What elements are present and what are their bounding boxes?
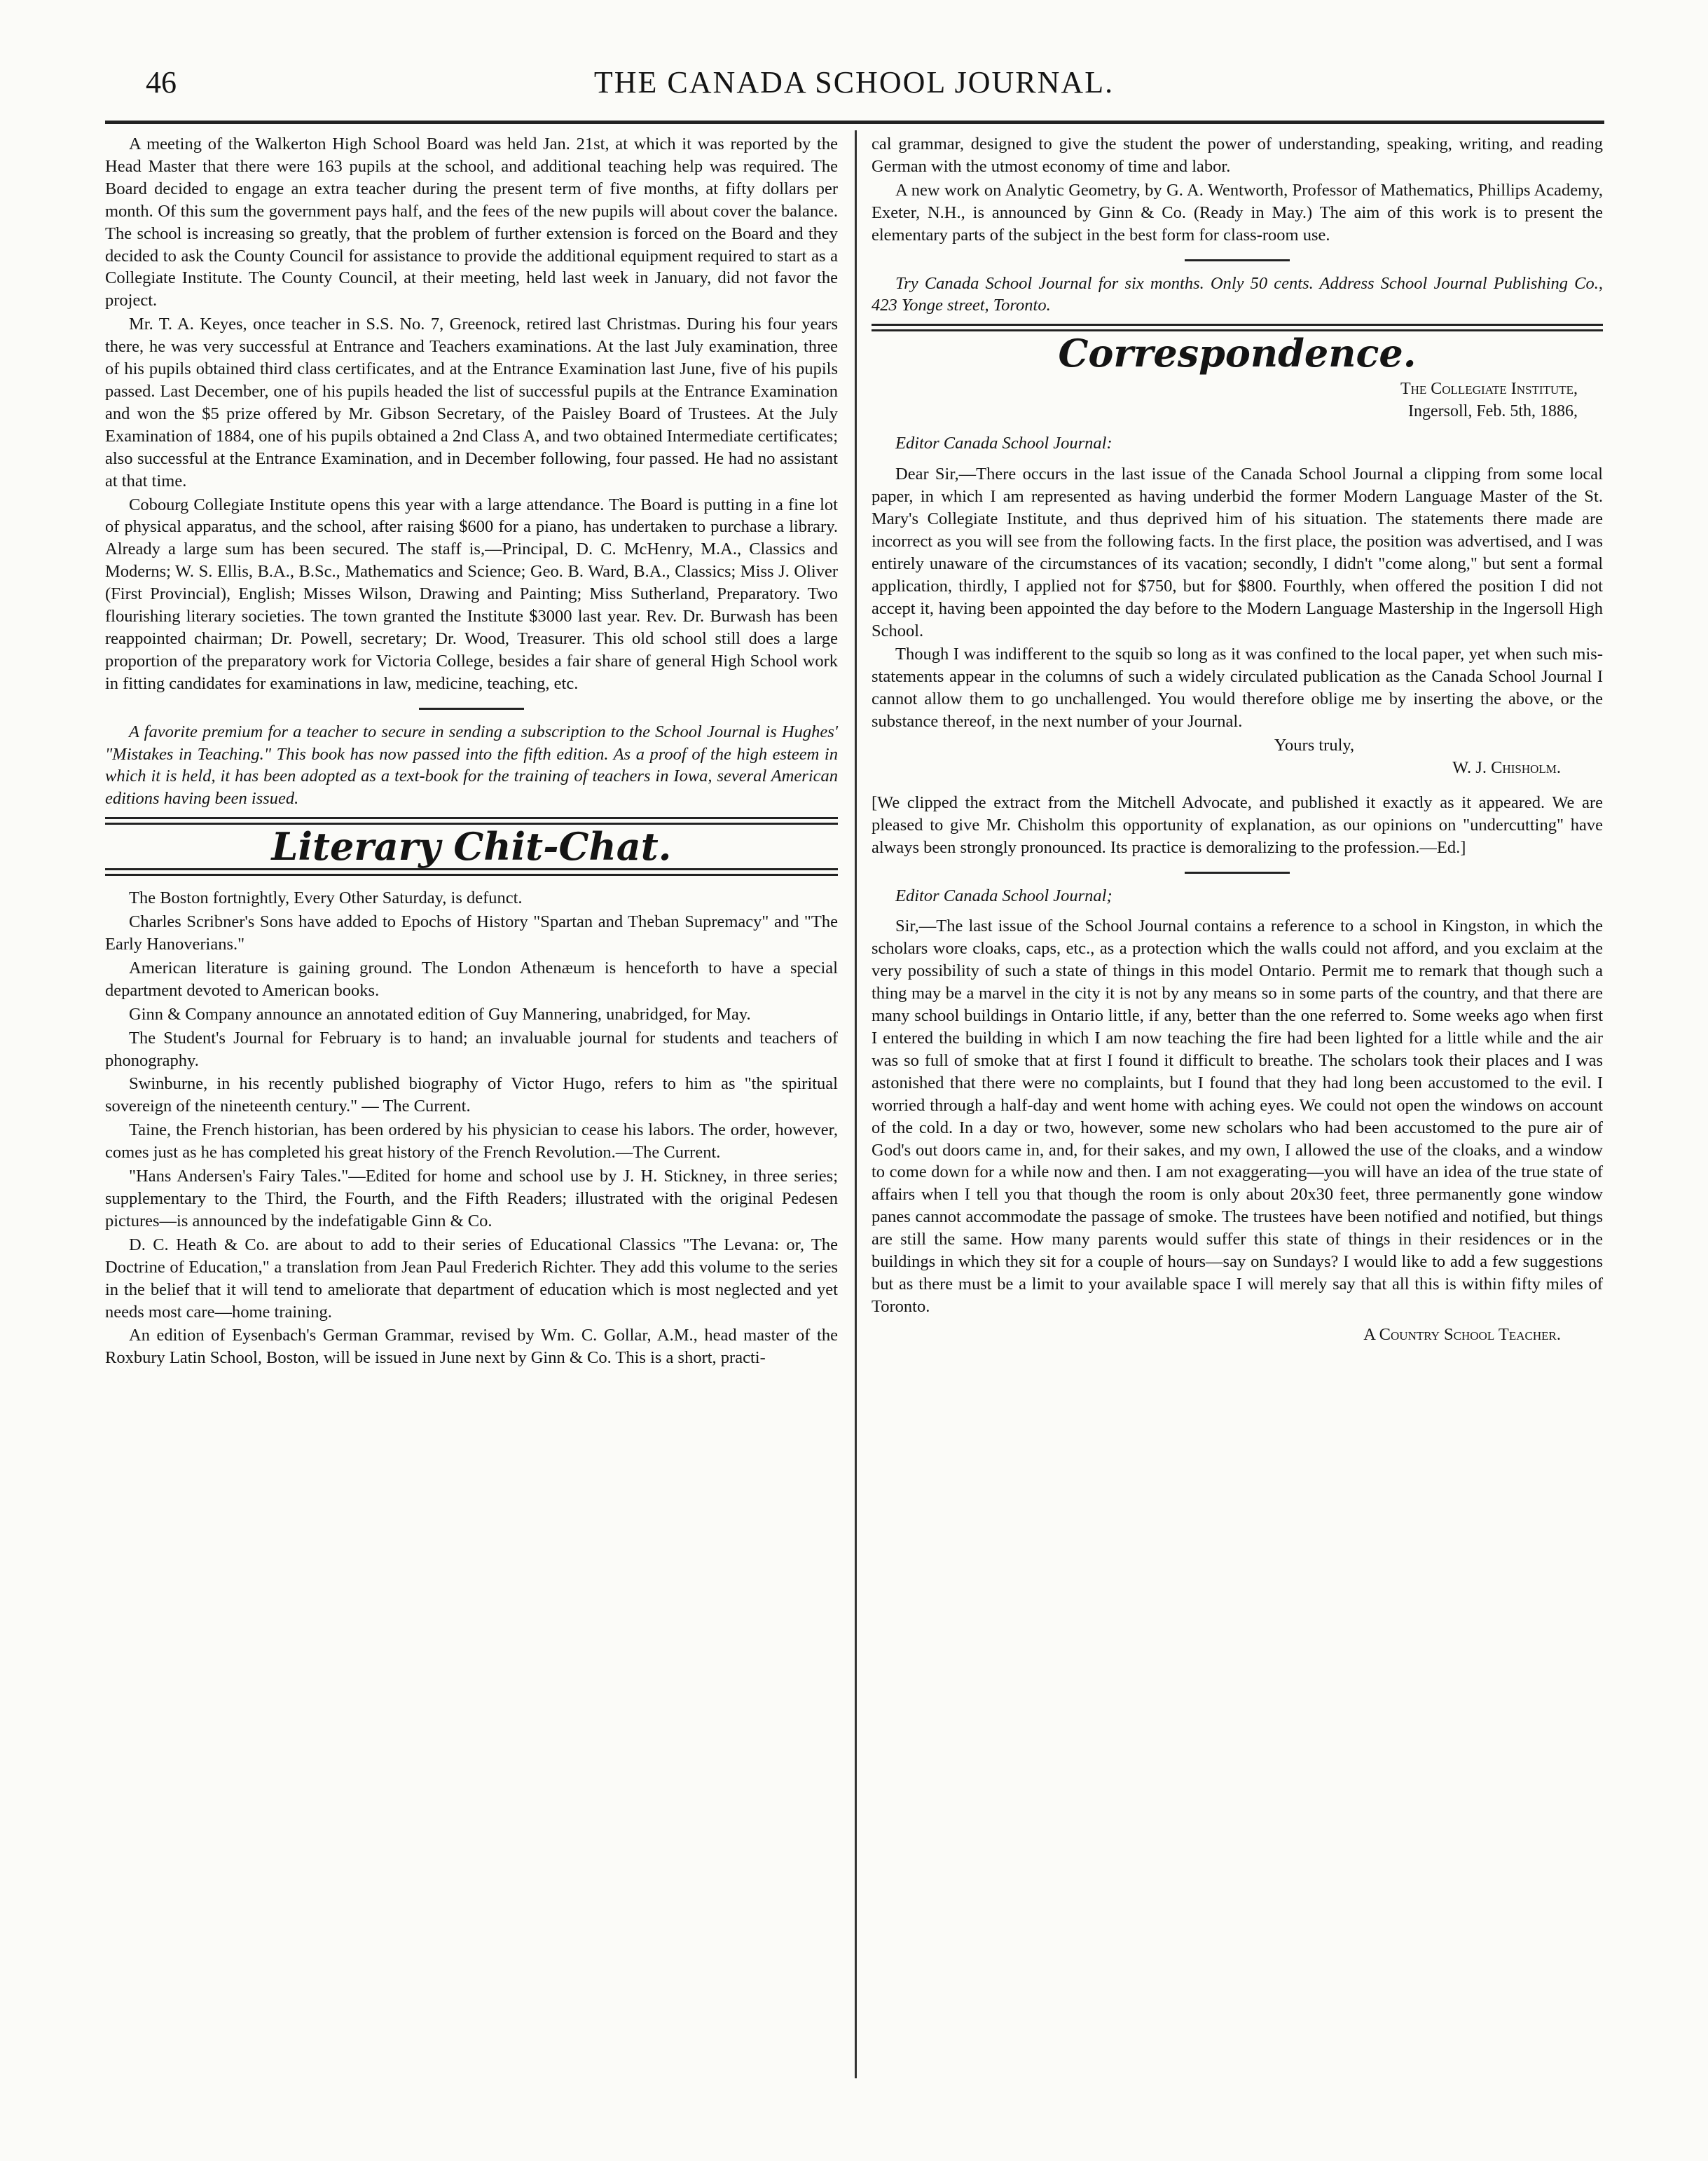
chitchat-item: "Hans Andersen's Fairy Tales."—Edited for home and school use by J. H. Stickney, in three series; supplementary to the Third, the Fourth, and the Fifth Readers; illustrated with the original Pedesen pictures—is announced by the indefatigable Ginn & Co. — [105, 1167, 838, 1230]
wentworth-paragraph: A new work on Analytic Geometry, by G. A. Wentworth, Professor of Mathematics, Phillips Academy, Exeter, N.H., is announced by Ginn & Co. (Ready in May.) The aim of this work is to present the elementary parts of the subject in the best form for class-room use. — [872, 180, 1603, 245]
continuation-paragraph: cal grammar, designed to give the student the power of understanding, speaking, writing, and reading German with the utmost economy of time and labor. — [872, 135, 1603, 176]
chitchat-item: Swinburne, in his recently published biography of Victor Hugo, refers to him as "the spiritual sovereign of the nineteenth century." — The Current. — [105, 1074, 838, 1116]
address-line: Ingersoll, Feb. 5th, 1886, — [1408, 402, 1578, 421]
letter-address — [872, 378, 1603, 423]
divider — [1185, 872, 1290, 874]
page-number: 46 — [146, 65, 177, 100]
editor-reply: [We clipped the extract from the Mitchell Advocate, and published it exactly as it appeared. We are pleased to give Mr. Chisholm this opportunity of explanation, as our opinions on "undercutting" have always been strongly pronounced. Its practice is demoralizing to the profession.—Ed.] — [872, 793, 1603, 857]
chitchat-item: An edition of Eysenbach's German Grammar, revised by Wm. C. Gollar, A.M., head master of the Roxbury Latin School, Boston, will be issued in June next by Ginn & Co. This is a short, practi- — [105, 1326, 838, 1368]
header-rule — [105, 121, 1604, 124]
chitchat-item: American literature is gaining ground. The London Athenæum is henceforth to have a special department devoted to American books. — [105, 958, 838, 1000]
news-paragraph: Mr. T. A. Keyes, once teacher in S.S. No. 7, Greenock, retired last Christmas. During his four years there, he was very successful at Entrance and Teachers examinations. At the last July examination, three of his pupils obtained third class certificates, and at the Entrance Examination last June, five of his pupils passed. Last December, one of his pupils headed the list of successful pupils at the Entrance Examination and won the $5 prize offered by Mr. Gibson Secretary, of the Paisley Board of Trustees. At the July Examination of 1884, one of his pupils obtained a 2nd Class A, and two obtained Intermediate certificates; also successful at the Entrance Examination, and in December following, four passed. He had no assistant at that time. — [105, 315, 838, 490]
chitchat-item: D. C. Heath & Co. are about to add to their series of Educational Classics "The Levana: or, The Doctrine of Education," a translation from Jean Paul Frederich Richter. They add this volume to the series in the belief that it will tend to ameliorate that department of education which is most neglected and yet needs most care—home training. — [105, 1235, 838, 1322]
signature: W. J. Chisholm. — [1452, 757, 1561, 777]
right-column — [872, 133, 1603, 1346]
chitchat-item: The Student's Journal for February is to hand; an invaluable journal for students and teachers of phonography. — [105, 1028, 838, 1070]
closing: Yours truly, — [1274, 736, 1355, 755]
premium-note: A favorite premium for a teacher to secure in sending a subscription to the School Journal is Hughes' "Mistakes in Teaching." This book has now passed into the fifth edition. As a proof of the high esteem in which it is held, it has been adopted as a text-book for the training of teachers in Iowa, several American editions having been issued. — [105, 722, 838, 809]
double-rule — [105, 868, 838, 876]
news-paragraph: Cobourg Collegiate Institute opens this year with a large attendance. The Board is putting in a fine lot of physical apparatus, and the school, after raising $600 for a piano, has undertaken to purchase a library. Already a large sum has been secured. The staff is,—Principal, D. C. McHenry, M.A., Classics and Moderns; W. S. Ellis, B.A., B.Sc., Mathematics and Science; Geo. B. Ward, B.A., Classics; Miss J. Oliver (First Provincial), English; Misses Wilson, Drawing and Painting; Miss Sutherland, Preparatory. Two flourishing literary societies. The town granted the Institute $3000 last year. Rev. Dr. Burwash has been reappointed chairman; Dr. Powell, secretary; Dr. Wood, Treasurer. This old school still does a large proportion of the preparatory work for Victoria College, besides a fair share of general High School work in fitting candidates for examinations in law, medicine, teaching, etc. — [105, 495, 838, 693]
divider — [1185, 259, 1290, 261]
section-title-correspondence: Correspondence. — [1058, 331, 1417, 376]
signature: A Country School Teacher. — [1363, 1324, 1561, 1344]
address-line: The Collegiate Institute, — [1400, 380, 1578, 399]
editor-salutation: Editor Canada School Journal: — [895, 434, 1113, 453]
letter-paragraph: Dear Sir,—There occurs in the last issue of the Canada School Journal a clipping from some local paper, in which I am represented as having underbid the former Modern Language Master of the St. Mary's Collegiate Institute, and thus deprived him of his situation. The statements there made are incorrect as you will see from the following facts. In the first place, the position was advertised, and I was entirely unaware of the circumstances of its vacation; secondly, I didn't "come along," but sent a formal application, thirdly, I applied not for $750, but for $800. Fourthly, when offered the position I did not accept it, having been appointed the day before to the Modern Language Mastership in the Ingersoll High School. — [872, 465, 1603, 640]
journal-title: THE CANADA SCHOOL JOURNAL. — [593, 65, 1115, 100]
left-column — [105, 133, 838, 1371]
chitchat-item: Taine, the French historian, has been ordered by his physician to cease his labors. The order, however, comes just as he has completed his great history of the French Revolution.—The Current. — [105, 1120, 838, 1162]
chitchat-item: The Boston fortnightly, Every Other Saturday, is defunct. — [129, 889, 523, 908]
chitchat-item: Charles Scribner's Sons have added to Epochs of History "Spartan and Theban Supremacy" and "The Early Hanoverians." — [105, 912, 838, 954]
subscribe-note: Try Canada School Journal for six months. Only 50 cents. Address School Journal Publishing Co., 423 Yonge street, Toronto. — [872, 273, 1603, 315]
editor-salutation: Editor Canada School Journal; — [895, 886, 1113, 905]
letter-paragraph: Sir,—The last issue of the School Journal contains a reference to a school in Kingston, in which the scholars wore cloaks, caps, etc., as a protection which the walls could not afford, and you exclaim at the very possibility of such a state of things in this model Ontario. Permit me to remark that though such a thing may be a marvel in the city it is not by any means so in some parts of the country, and that there are many school buildings in Ontario little, if any, better than the one referred to. Some weeks ago when first I entered the building in which I am now teaching the fire had been lighted for a little while and the air was so full of smoke that at first I found it difficult to breathe. The scholars took their places and I was astonished that there were no complaints, but I found that they had long been accustomed to the evil. I worried through a half-day and went home with aching eyes. We could not open the windows on account of the cold. In a day or two, however, some new scholars who had been accustomed to the pure air of God's out doors came in, and, for their sakes, and my own, I allowed the use of the cloaks, and a window to come down for a while now and then. I am not exaggerating—you will have an idea of the true state of affairs when I tell you that though the room is only about 20x30 feet, three permanently gone window panes cannot accommodate the passage of smoke. The trustees have been notified and notified, but things are still the same. How many parents would suffer this state of things in their residences or in the buildings in which they sit for a couple of hours—say on Sundays? I would like to add a few suggestions but as there must be a limit to your available space I will merely say that all this is within fifty miles of Toronto. — [872, 917, 1603, 1316]
column-divider — [855, 130, 857, 2078]
section-title-literary: Literary Chit-Chat. — [271, 824, 672, 870]
chitchat-item: Ginn & Company announce an annotated edition of Guy Mannering, unabridged, for May. — [129, 1004, 751, 1024]
news-paragraph: A meeting of the Walkerton High School Board was held Jan. 21st, at which it was reported by the Head Master that there were 163 pupils at the school, and additional teaching help was required. The Board decided to engage an extra teacher during the present term of five months, at fifty dollars per month. Of this sum the government pays half, and the fees of the new pupils will about cover the balance. The school is increasing so greatly, that the problem of further extension is forced on the Board and they decided to ask the County Council for assistance to provide the additional equipment required to start as a Collegiate Institute. The County Council, at their meeting, held last week in January, did not favor the project. — [105, 135, 838, 310]
divider — [419, 708, 524, 710]
letter-paragraph: Though I was indifferent to the squib so long as it was confined to the local paper, yet when such mis-statements appear in the columns of such a widely circulated publication as the Canada School Journal I cannot allow them to go unchallenged. You would therefore oblige me by inserting the above, or the substance thereof, in the next number of your Journal. — [872, 645, 1603, 732]
page-header — [105, 64, 1603, 114]
